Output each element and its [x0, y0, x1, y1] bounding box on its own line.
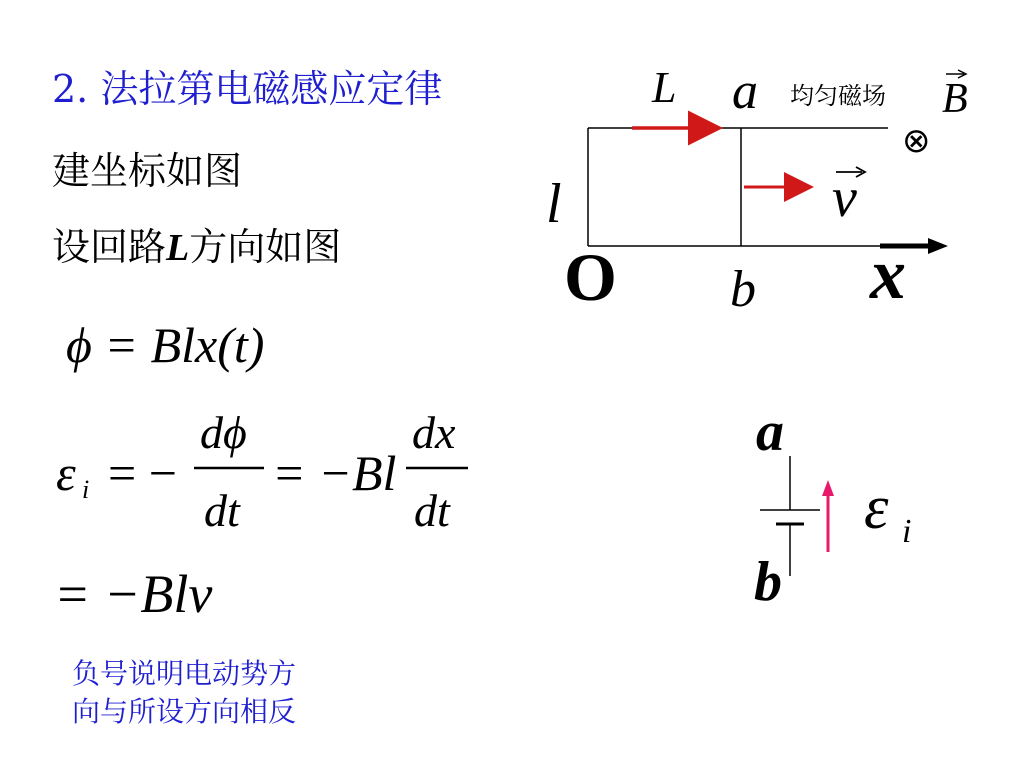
emf-symbol: ε: [56, 445, 76, 501]
text-coordinate-setup: 建坐标如图: [52, 149, 243, 193]
battery-label-b: b: [754, 551, 782, 610]
slide-title: 2. 法拉第电磁感应定律: [52, 67, 443, 111]
emf-equals-minus: = −: [108, 445, 177, 501]
text-loop-var: L: [166, 227, 190, 269]
fraction1-denominator: dt: [204, 485, 240, 536]
emf-direction-arrowhead: [822, 480, 834, 496]
text-loop-prefix: 设回路: [52, 225, 167, 269]
text-loop-direction: [52, 216, 341, 271]
label-origin-O: O: [564, 239, 617, 315]
label-uniform-field: 均匀磁场: [790, 82, 886, 110]
result-equation: = −Blv: [54, 564, 213, 624]
emf-equals-bl: = −Bl: [272, 445, 397, 501]
battery-emf-symbol: ε: [864, 474, 889, 542]
fraction1-numerator: dϕ: [200, 407, 247, 458]
label-length-l: l: [546, 173, 562, 235]
flux-equation: ϕ = Blx(t): [66, 317, 265, 373]
text-loop-suffix: 方向如图: [189, 225, 342, 269]
label-field-B: B: [942, 76, 968, 122]
label-point-a: a: [732, 63, 758, 120]
label-loop-L: L: [652, 63, 677, 112]
fraction2-denominator: dt: [414, 485, 450, 536]
note-line-1: 负号说明电动势方: [72, 657, 297, 690]
circuit-diagram: [540, 50, 1000, 330]
label-point-b: b: [730, 261, 756, 318]
battery-label-a: a: [756, 410, 784, 463]
label-x-axis: x: [870, 234, 906, 314]
equations: [0, 290, 540, 630]
x-axis-arrowhead: [928, 238, 948, 254]
emf-battery-diagram: [740, 410, 940, 610]
fraction2-numerator: dx: [412, 407, 456, 458]
label-velocity-v: v: [832, 167, 857, 229]
emf-subscript: i: [82, 475, 90, 504]
note-line-2: 向与所设方向相反: [72, 695, 297, 728]
battery-emf-subscript: i: [902, 513, 912, 550]
field-into-page-symbol: ⊗: [902, 121, 931, 161]
